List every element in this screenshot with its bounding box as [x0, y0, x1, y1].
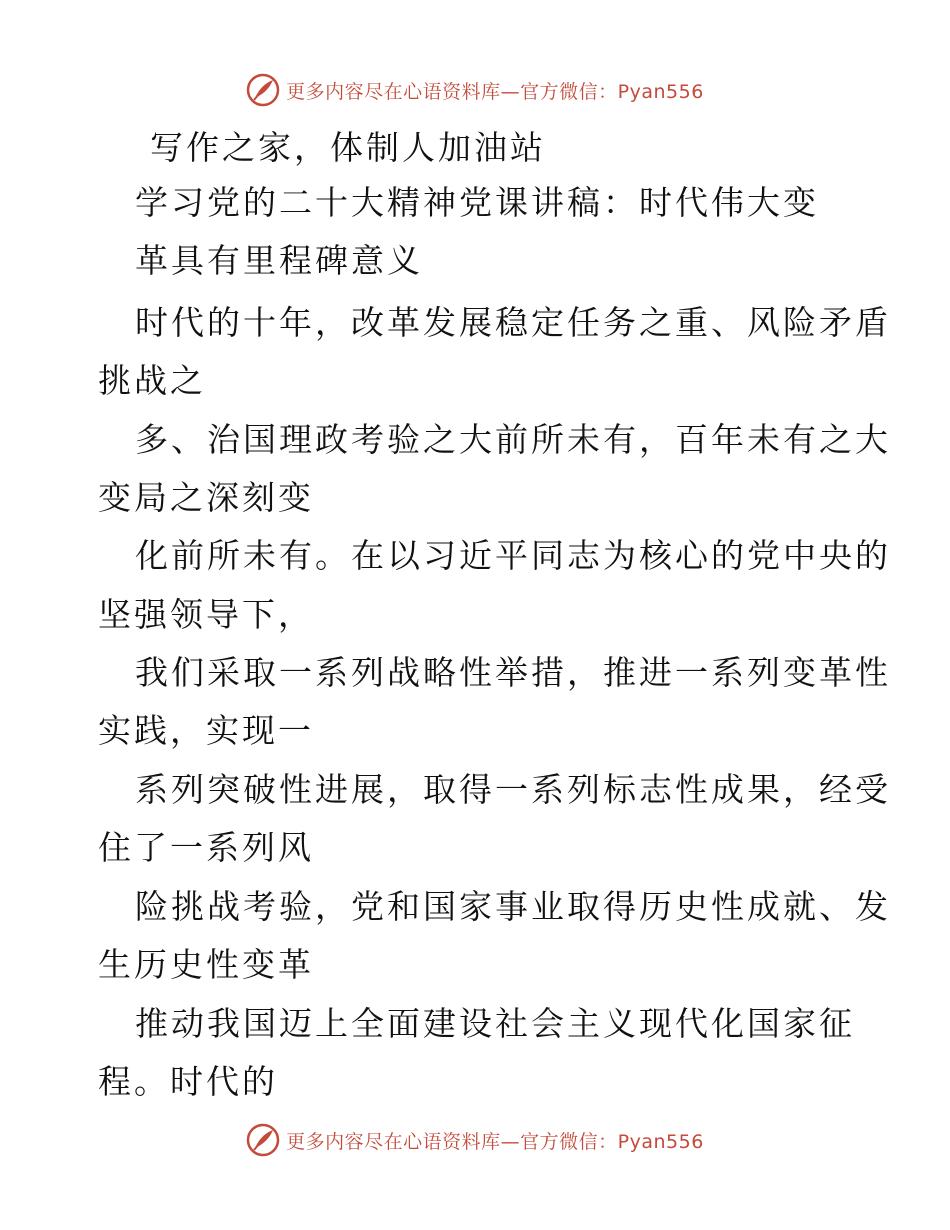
- doc-line: 程。时代的: [98, 1062, 278, 1101]
- footer-banner-text: 更多内容尽在心语资料库—官方微信：Pyan556: [286, 1130, 704, 1153]
- doc-line: 写作之家，体制人加油站: [150, 128, 546, 167]
- doc-line: 生历史性变革: [98, 945, 314, 984]
- doc-line: 学习党的二十大精神党课讲稿：时代伟大变: [135, 183, 819, 222]
- doc-line: 时代的十年，改革发展稳定任务之重、风险矛盾: [135, 303, 891, 342]
- doc-line: 系列突破性进展，取得一系列标志性成果，经受: [135, 770, 891, 809]
- header-banner-text: 更多内容尽在心语资料库—官方微信：Pyan556: [286, 80, 704, 103]
- doc-line: 险挑战考验，党和国家事业取得历史性成就、发: [135, 887, 891, 926]
- doc-line: 实践，实现一: [98, 711, 314, 750]
- doc-line: 变局之深刻变: [98, 478, 314, 517]
- feather-pen-logo-icon: [246, 1123, 280, 1157]
- doc-line: 多、治国理政考验之大前所未有，百年未有之大: [135, 420, 891, 459]
- doc-line: 化前所未有。在以习近平同志为核心的党中央的: [135, 536, 891, 575]
- doc-line: 革具有里程碑意义: [135, 241, 423, 280]
- feather-pen-logo-icon: [246, 73, 280, 107]
- header-banner: [0, 70, 950, 110]
- doc-line: 挑战之: [98, 361, 206, 400]
- doc-line: 我们采取一系列战略性举措，推进一系列变革性: [135, 653, 891, 692]
- doc-line: 坚强领导下，: [98, 595, 314, 634]
- doc-line: 推动我国迈上全面建设社会主义现代化国家征: [135, 1004, 855, 1043]
- doc-line: 住了一系列风: [98, 828, 314, 867]
- footer-banner: [0, 1120, 950, 1160]
